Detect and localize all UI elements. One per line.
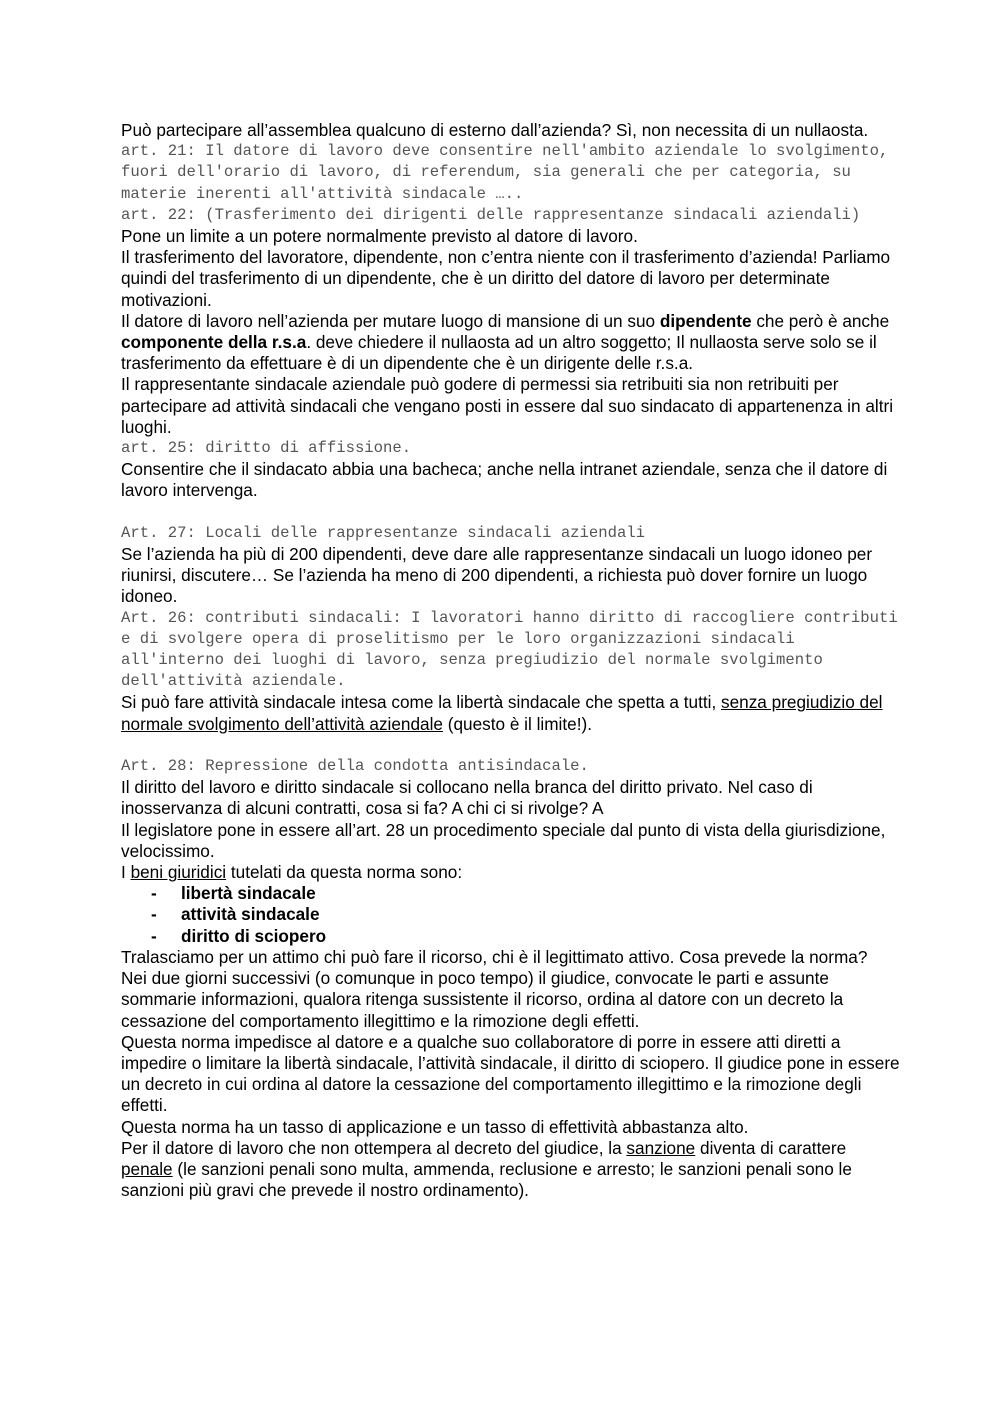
text-run: I: [121, 862, 131, 883]
paragraph: Tralasciamo per un attimo chi può fare il ricorso, chi è il legittimato attivo. Cosa prevede la norma?: [121, 946, 868, 967]
paragraph: Il legislatore pone in essere all’art. 28 un procedimento speciale dal punto di vista della giurisdizione, velocissimo.: [121, 819, 886, 861]
underlined-text: senza pregiudizio del normale svolgimento dell’attività aziendale: [121, 692, 883, 734]
paragraph: Questa norma ha un tasso di applicazione e un tasso di effettività abbastanza alto.: [121, 1116, 749, 1137]
blank-line: [121, 735, 901, 756]
article-28-heading: Art. 28: Repressione della condotta antisindacale.: [121, 757, 589, 776]
bold-text: componente della r.s.a: [121, 332, 307, 353]
list-item-text: diritto di sciopero: [181, 925, 327, 946]
article-27-heading: Art. 27: Locali delle rappresentanze sindacali aziendali: [121, 523, 646, 542]
list-item: [121, 883, 901, 904]
text-run: Per il datore di lavoro che non ottempera al decreto del giudice, la: [121, 1137, 627, 1158]
document-page: [121, 120, 908, 1201]
paragraph: [121, 311, 901, 375]
list-dash: -: [151, 883, 157, 904]
list-dash: -: [151, 904, 157, 925]
text-run: che però è anche: [751, 310, 890, 331]
underlined-text: penale: [121, 1158, 173, 1179]
protected-goods-list: [121, 883, 901, 947]
list-item: [121, 926, 901, 947]
paragraph: Il trasferimento del lavoratore, dipendente, non c’entra niente con il trasferimento d’azienda! Parliamo quindi del trasferimento di un dipendente, che è un diritto del datore di lavoro per determinate motivazioni.: [121, 247, 891, 310]
text-run: tutelati da questa norma sono:: [226, 862, 463, 883]
list-item-text: libertà sindacale: [181, 883, 316, 904]
paragraph: Nei due giorni successivi (o comunque in poco tempo) il giudice, convocate le parti e assunte sommarie informazioni, qualora ritenga sussistente il ricorso, ordina al datore con un decreto la cessazione del comportamento illegittimo e la rimozione degli effetti.: [121, 968, 844, 1031]
article-21-quote: art. 21: Il datore di lavoro deve consentire nell'ambito aziendale lo svolgimento, fuori dell'orario di lavoro, di referendum, sia generali che per categoria, su materie inerenti all'attività sindacale …..: [121, 142, 898, 203]
list-item-text: attività sindacale: [181, 904, 320, 925]
text-run: (le sanzioni penali sono multa, ammenda, reclusione e arresto; le sanzioni penali sono le sanzioni più gravi che prevede il nostro ordinamento).: [121, 1158, 852, 1201]
paragraph: Se l’azienda ha più di 200 dipendenti, deve dare alle rappresentanze sindacali un luogo idoneo per riunirsi, discutere… Se l’azienda ha meno di 200 dipendenti, a richiesta può dover fornire un luogo idoneo.: [121, 544, 873, 607]
paragraph: Il rappresentante sindacale aziendale può godere di permessi sia retribuiti sia non retribuiti per partecipare ad attività sindacali che vengano posti in essere dal suo sindacato di appartenenza in altri luoghi.: [121, 374, 894, 437]
bold-text: dipendente: [659, 310, 752, 331]
paragraph: [121, 692, 901, 734]
list-dash: -: [151, 925, 157, 946]
paragraph: Il diritto del lavoro e diritto sindacale si collocano nella branca del diritto privato. Nel caso di inosservanza di alcuni contratti, cosa si fa? A chi ci si rivolge? A: [121, 777, 813, 819]
text-run: Il datore di lavoro nell’azienda per mutare luogo di mansione di un suo: [121, 310, 660, 331]
text-run: (questo è il limite!).: [442, 713, 592, 734]
paragraph: [121, 862, 901, 883]
text-run: diventa di carattere: [695, 1137, 847, 1158]
underlined-text: beni giuridici: [130, 862, 227, 883]
paragraph: Può partecipare all’assemblea qualcuno di esterno dall’azienda? Sì, non necessita di un nullaosta.: [121, 120, 869, 140]
blank-line: [121, 502, 901, 523]
paragraph: Questa norma impedisce al datore e a qualche suo collaboratore di porre in essere atti diretti a impedire o limitare la libertà sindacale, l’attività sindacale, il diritto di sciopero. Il giudice pone in essere un decreto in cui ordina al datore la cessazione del comportamento illegittimo e la rimozione degli effetti.: [121, 1031, 900, 1116]
article-22-heading: art. 22: (Trasferimento dei dirigenti delle rappresentanze sindacali aziendali): [121, 205, 861, 224]
paragraph: [121, 1138, 901, 1202]
article-25-heading: art. 25: diritto di affissione.: [121, 439, 412, 458]
article-26-quote: Art. 26: contributi sindacali: I lavoratori hanno diritto di raccogliere contributi e di svolgere opera di proselitismo per le loro organizzazioni sindacali all'interno dei luoghi di lavoro, senza pregiudizio del normale svolgimento dell'attività aziendale.: [121, 608, 908, 691]
list-item: [121, 904, 901, 925]
text-run: . deve chiedere il nullaosta ad un altro soggetto; Il nullaosta serve solo se il trasferimento da effettuare è di un dipendente che è un dirigente delle r.s.a.: [121, 332, 877, 374]
text-run: Si può fare attività sindacale intesa come la libertà sindacale che spetta a tutti,: [121, 692, 721, 713]
paragraph: Pone un limite a un potere normalmente previsto al datore di lavoro.: [121, 226, 638, 247]
paragraph: Consentire che il sindacato abbia una bacheca; anche nella intranet aziendale, senza che il datore di lavoro intervenga.: [121, 459, 888, 501]
underlined-text: sanzione: [626, 1137, 696, 1158]
